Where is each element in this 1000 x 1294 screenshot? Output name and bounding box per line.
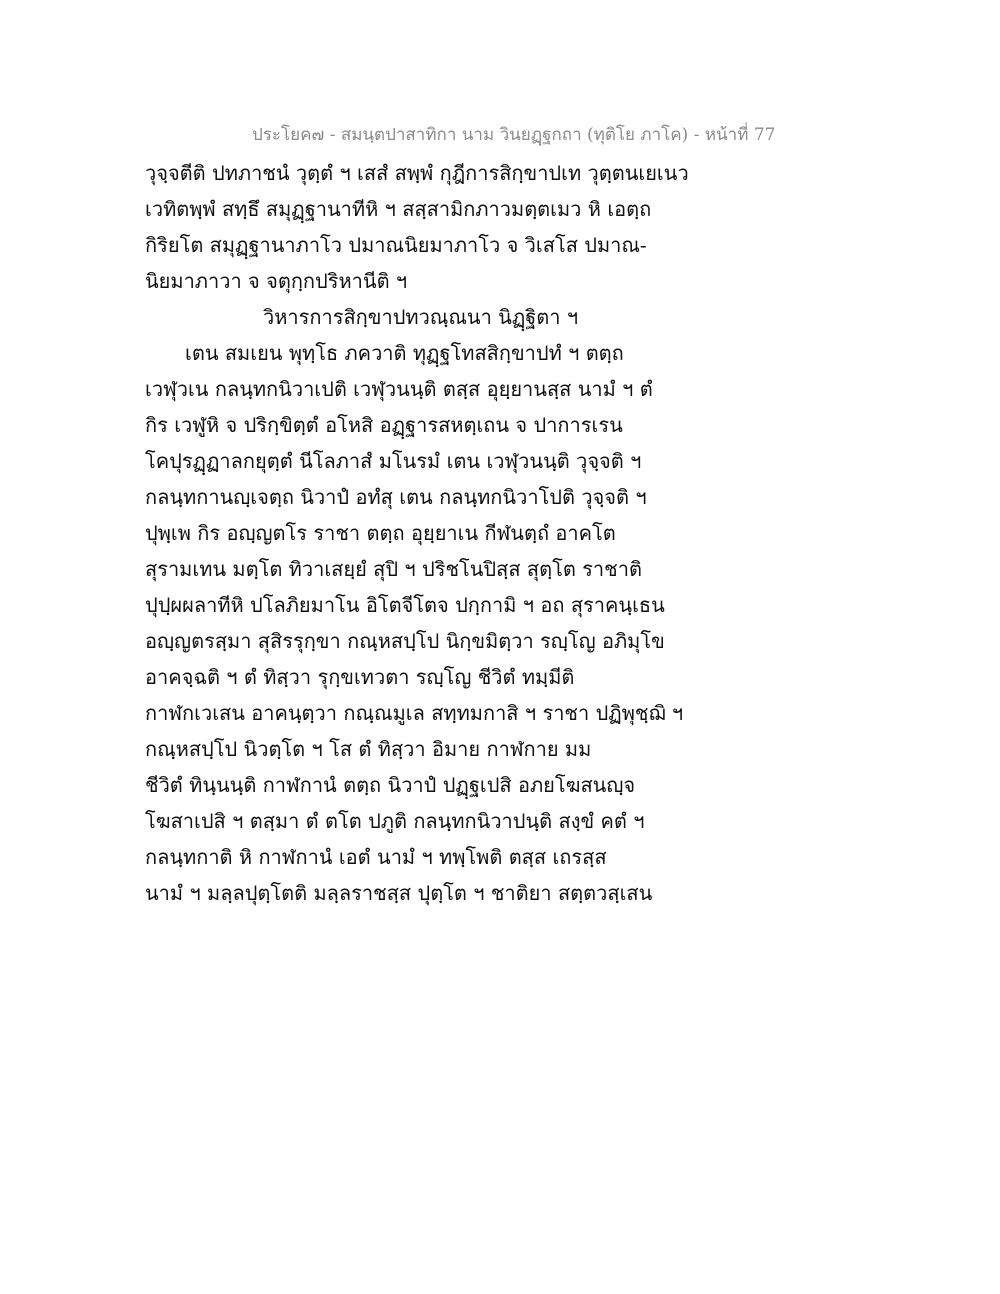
text-line: สุรามเทน มตฺโต ทิวาเสยฺยํ สุปิ ฯ ปริชโนปิสฺส สุตฺโต ราชาติ (145, 557, 642, 581)
text-line: ปุปฺผผลาทีหิ ปโลภิยมาโน อิโตจีโตจ ปกฺกามิ ฯ อถ สุราคนฺเธน (145, 593, 665, 617)
text-line: กลนฺทกานญฺเจตฺถ นิวาปํ อทํสุ เตน กลนฺทกนิวาโปติ วุจฺจติ ฯ (145, 485, 647, 509)
text-line: ชีวิตํ ทินฺนนฺติ กาฬกานํ ตตฺถ นิวาปํ ปฏฺฐเปสิ อภยโฆสนญฺจ (145, 773, 636, 797)
text-line: อาคจฺฉติ ฯ ตํ ทิสฺวา รุกฺขเทวตา รญฺโญ ชีวิตํ ทมฺมีติ (145, 665, 575, 689)
page-header: ประโยค๗ - สมนฺตปาสาทิกา นาม วินยฏฺฐกถา (ทุติโย ภาโค) - หน้าที่ 77 (252, 125, 776, 145)
text-line: เวฬุวเน กลนฺทกนิวาเปติ เวฬุวนนฺติ ตสฺส อุยฺยานสฺส นามํ ฯ ตํ (145, 377, 653, 401)
paragraph-first-line: เตน สมเยน พุทฺโธ ภควาติ ทุฏฺฐโทสสิกฺขาปทํ ฯ ตตฺถ (185, 341, 624, 365)
text-line: วุจฺจตีติ ปทภาชนํ วุตฺตํ ฯ เสสํ สพฺพํ กุฎีการสิกฺขาปเท วุตฺตนเยเนว (145, 161, 689, 185)
text-line: โคปุรฏฺฏาลกยุตฺตํ นีโลภาสํ มโนรมํ เตน เวฬุวนนฺติ วุจฺจติ ฯ (145, 449, 642, 473)
text-line: ปุพฺเพ กิร อญฺญตโร ราชา ตตฺถ อุยฺยาเน กีฬนตฺถํ อาคโต (145, 521, 616, 545)
text-line: เวทิตพฺพํ สทฺธึ สมุฏฺฐานาทีหิ ฯ สสฺสามิกภาวมตฺตเมว หิ เอตฺถ (145, 197, 652, 221)
text-line: กิริยโต สมุฏฺฐานาภาโว ปมาณนิยมาภาโว จ วิเสโส ปมาณ- (145, 233, 647, 257)
text-line: นิยมาภาวา จ จตุกฺกปริหานีติ ฯ (145, 269, 408, 293)
text-line: กาฬกเวเสน อาคนฺตฺวา กณฺณมูเล สทฺทมกาสิ ฯ ราชา ปฏิพุชฺฌิ ฯ (145, 701, 684, 725)
section-closing-title: วิหารการสิกฺขาปทวณฺณนา นิฏฺฐิตา ฯ (263, 305, 579, 329)
text-line: กลนฺทกาติ หิ กาฬกานํ เอตํ นามํ ฯ ทพฺโพติ ตสฺส เถรสฺส (145, 845, 607, 869)
document-body (145, 157, 705, 913)
text-line: โฆสาเปสิ ฯ ตสฺมา ตํ ตโต ปภูติ กลนฺทกนิวาปนฺติ สงฺขํ คตํ ฯ (145, 809, 645, 833)
text-line: นามํ ฯ มลฺลปุตฺโตติ มลฺลราชสฺส ปุตฺโต ฯ ชาติยา สตฺตวสฺเสน (145, 881, 653, 905)
text-line: กณฺหสปฺโป นิวตฺโต ฯ โส ตํ ทิสฺวา อิมาย กาฬกาย มม (145, 737, 592, 761)
text-line: กิร เวฬูหิ จ ปริกฺขิตฺตํ อโหสิ อฏฺฐารสหตฺเถน จ ปาการเรน (145, 413, 623, 437)
text-line: อญฺญตรสฺมา สุสิรรุกฺขา กณฺหสปฺโป นิกฺขมิตฺวา รญฺโญ อภิมุโข (145, 629, 665, 653)
